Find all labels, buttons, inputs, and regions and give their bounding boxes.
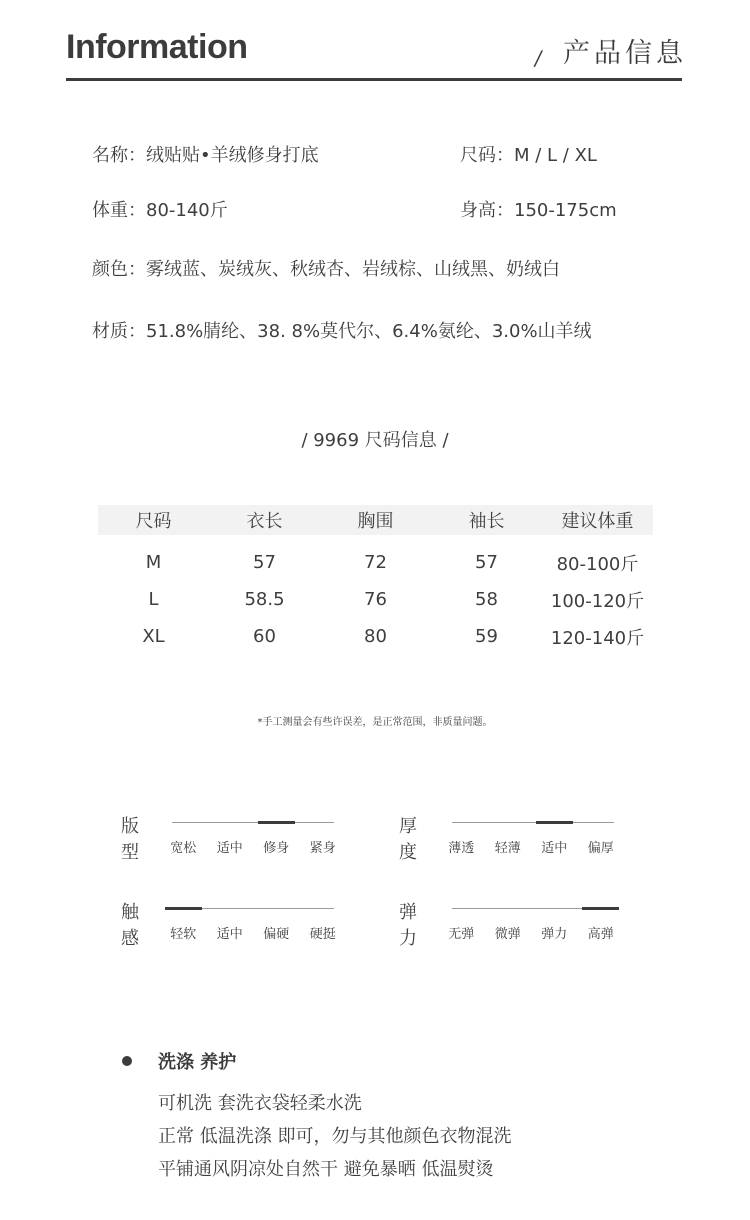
scale-option: 无弹: [448, 927, 475, 942]
scale-option: 弹力: [541, 927, 568, 942]
care-line: 平铺通风阴凉处自然干 避免暴晒 低温熨烫: [158, 1159, 494, 1180]
table-cell: 80-100斤: [556, 553, 639, 575]
scale-options: [438, 837, 624, 856]
attribute-label: 触感: [121, 902, 139, 949]
scale-option: 偏硬: [263, 927, 290, 942]
scale-options: [160, 923, 346, 942]
care-line: 正常 低温洗涤 即可，勿与其他颜色衣物混洗: [158, 1126, 512, 1147]
scale-selected-marker: [258, 821, 295, 824]
size-chart-title: / 9969 尺码信息 /: [301, 430, 449, 451]
title-slash: /: [532, 46, 544, 70]
scale-option: 硬挺: [309, 927, 336, 942]
header-cell: 衣长: [246, 511, 283, 532]
table-cell: 100-120斤: [550, 590, 645, 612]
header-cell: 袖长: [468, 511, 505, 532]
table-cell: 72: [364, 552, 387, 573]
size-table: [98, 505, 653, 655]
table-cell: L: [148, 589, 159, 610]
page-title-chinese: 产品信息: [563, 38, 687, 69]
scale-option: 适中: [216, 841, 243, 856]
attribute-label: 厚度: [399, 816, 417, 863]
care-title: 洗涤 养护: [158, 1052, 237, 1073]
table-cell: 120-140斤: [550, 627, 645, 649]
scale-option: 偏厚: [587, 841, 614, 856]
info-material: 材质：51.8%腈纶、38. 8%莫代尔、6.4%氨纶、3.0%山羊绒: [92, 321, 592, 342]
scale-option: 轻软: [170, 927, 197, 942]
scale-option: 高弹: [587, 927, 614, 942]
table-cell: 57: [253, 552, 276, 573]
table-cell: 60: [253, 626, 276, 647]
info-height: 身高：150-175cm: [460, 200, 617, 221]
scale-option: 紧身: [309, 841, 336, 856]
table-cell: 59: [475, 626, 498, 647]
scale-option: 微弹: [494, 927, 521, 942]
header-cell: 建议体重: [561, 511, 634, 532]
size-table-header: [98, 505, 653, 535]
scale-option: 薄透: [448, 841, 475, 856]
table-row: [98, 618, 653, 655]
info-size: 尺码：M / L / XL: [460, 145, 597, 166]
scale-selected-marker: [165, 907, 202, 910]
table-cell: 58: [475, 589, 498, 610]
scale-option: 适中: [216, 927, 243, 942]
page-title-english: Information: [66, 28, 248, 66]
scale-selected-marker: [536, 821, 573, 824]
table-cell: M: [145, 552, 162, 573]
header-cell: 尺码: [135, 511, 172, 532]
table-row: [98, 581, 653, 618]
table-cell: XL: [142, 626, 165, 647]
header-cell: 胸围: [357, 511, 394, 532]
scale-option: 修身: [263, 841, 290, 856]
scale-options: [160, 837, 346, 856]
scale-track: [172, 822, 334, 823]
table-cell: 57: [475, 552, 498, 573]
bullet-dot-icon: [122, 1056, 132, 1066]
header-divider: [66, 78, 682, 81]
table-cell: 76: [364, 589, 387, 610]
attribute-label: 版型: [121, 816, 139, 863]
scale-options: [438, 923, 624, 942]
scale-selected-marker: [582, 907, 619, 910]
measurement-note: *手工测量会有些许误差，是正常范围，非质量问题。: [257, 717, 493, 728]
table-cell: 80: [364, 626, 387, 647]
info-color: 颜色：雾绒蓝、炭绒灰、秋绒杏、岩绒棕、山绒黑、奶绒白: [92, 259, 560, 280]
scale-option: 适中: [541, 841, 568, 856]
attribute-label: 弹力: [399, 902, 417, 949]
scale-track: [452, 822, 614, 823]
scale-option: 宽松: [170, 841, 197, 856]
scale-option: 轻薄: [494, 841, 521, 856]
info-name: 名称：绒贴贴•羊绒修身打底: [92, 145, 319, 166]
table-row: [98, 544, 653, 581]
care-line: 可机洗 套洗衣袋轻柔水洗: [158, 1093, 362, 1114]
info-weight: 体重：80-140斤: [92, 200, 228, 221]
table-cell: 58.5: [244, 589, 285, 610]
